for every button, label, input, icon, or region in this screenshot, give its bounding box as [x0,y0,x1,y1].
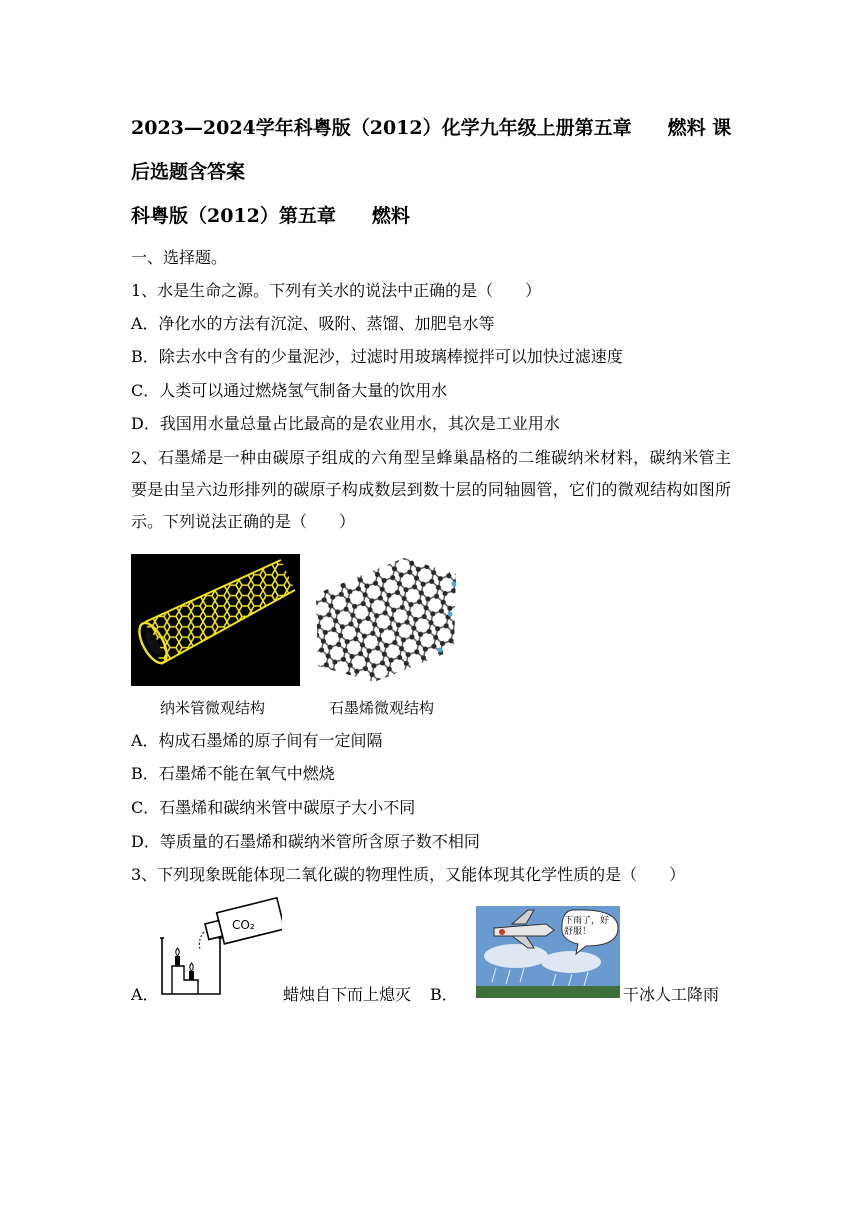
dry-ice-rain-figure [476,906,620,998]
chapter-heading: 科粤版（2012）第五章 燃料 [131,205,410,227]
doc-title-line1: 2023—2024学年科粤版（2012）化学九年级上册第五章 燃料 课 [131,117,732,139]
q2-option-b: B．石墨烯不能在氧气中燃烧 [131,764,335,783]
q1-option-c: C．人类可以通过燃烧氢气制备大量的饮用水 [131,381,448,400]
co2-bottle-label: CO₂ [232,918,255,932]
rain-speech-bubble-text: 下雨了，好舒服！ [564,916,610,937]
caption-graphene: 石墨烯微观结构 [329,699,435,717]
q2-option-c: C．石墨烯和碳纳米管中碳原子大小不同 [131,798,416,817]
co2-beaker-illustration [158,894,282,998]
q3-option-a-text: 蜡烛自下而上熄灭 [283,985,412,1004]
graphene-figure [314,554,458,686]
q2-option-d: D．等质量的石墨烯和碳纳米管所含原子数不相同 [131,832,480,851]
co2-beaker-figure [158,894,282,998]
q3-option-b-label: B． [430,985,458,1004]
q3-stem: 3、下列现象既能体现二氧化碳的物理性质，又能体现其化学性质的是（ ） [131,865,686,884]
caption-nanotube: 纳米管微观结构 [160,699,266,717]
q1-option-b: B．除去水中含有的少量泥沙，过滤时用玻璃棒搅拌可以加快过滤速度 [131,347,623,366]
section-heading: 一、选择题。 [131,248,228,267]
q3-option-b-text: 干冰人工降雨 [623,985,720,1004]
nanotube-figure [131,554,300,686]
graphene-illustration [314,554,458,686]
q2-stem: 2、石墨烯是一种由碳原子组成的六角型呈蜂巢晶格的二维碳纳米材料，碳纳米管主要是由呈六边形排列的碳原子构成数层到数十层的同轴圆管，它们的微观结构如图所示。下列说法正确的是（ ） [131,448,731,531]
nanotube-illustration [131,554,300,686]
q3-option-a-label: A． [131,985,159,1004]
doc-title-line2: 后选题含答案 [131,161,246,183]
q1-option-a: A．净化水的方法有沉淀、吸附、蒸馏、加肥皂水等 [131,314,495,333]
q2-option-a: A．构成石墨烯的原子间有一定间隔 [131,731,383,750]
q1-option-d: D．我国用水量总量占比最高的是农业用水，其次是工业用水 [131,414,560,433]
q1-stem: 1、水是生命之源。下列有关水的说法中正确的是（ ） [131,281,542,300]
